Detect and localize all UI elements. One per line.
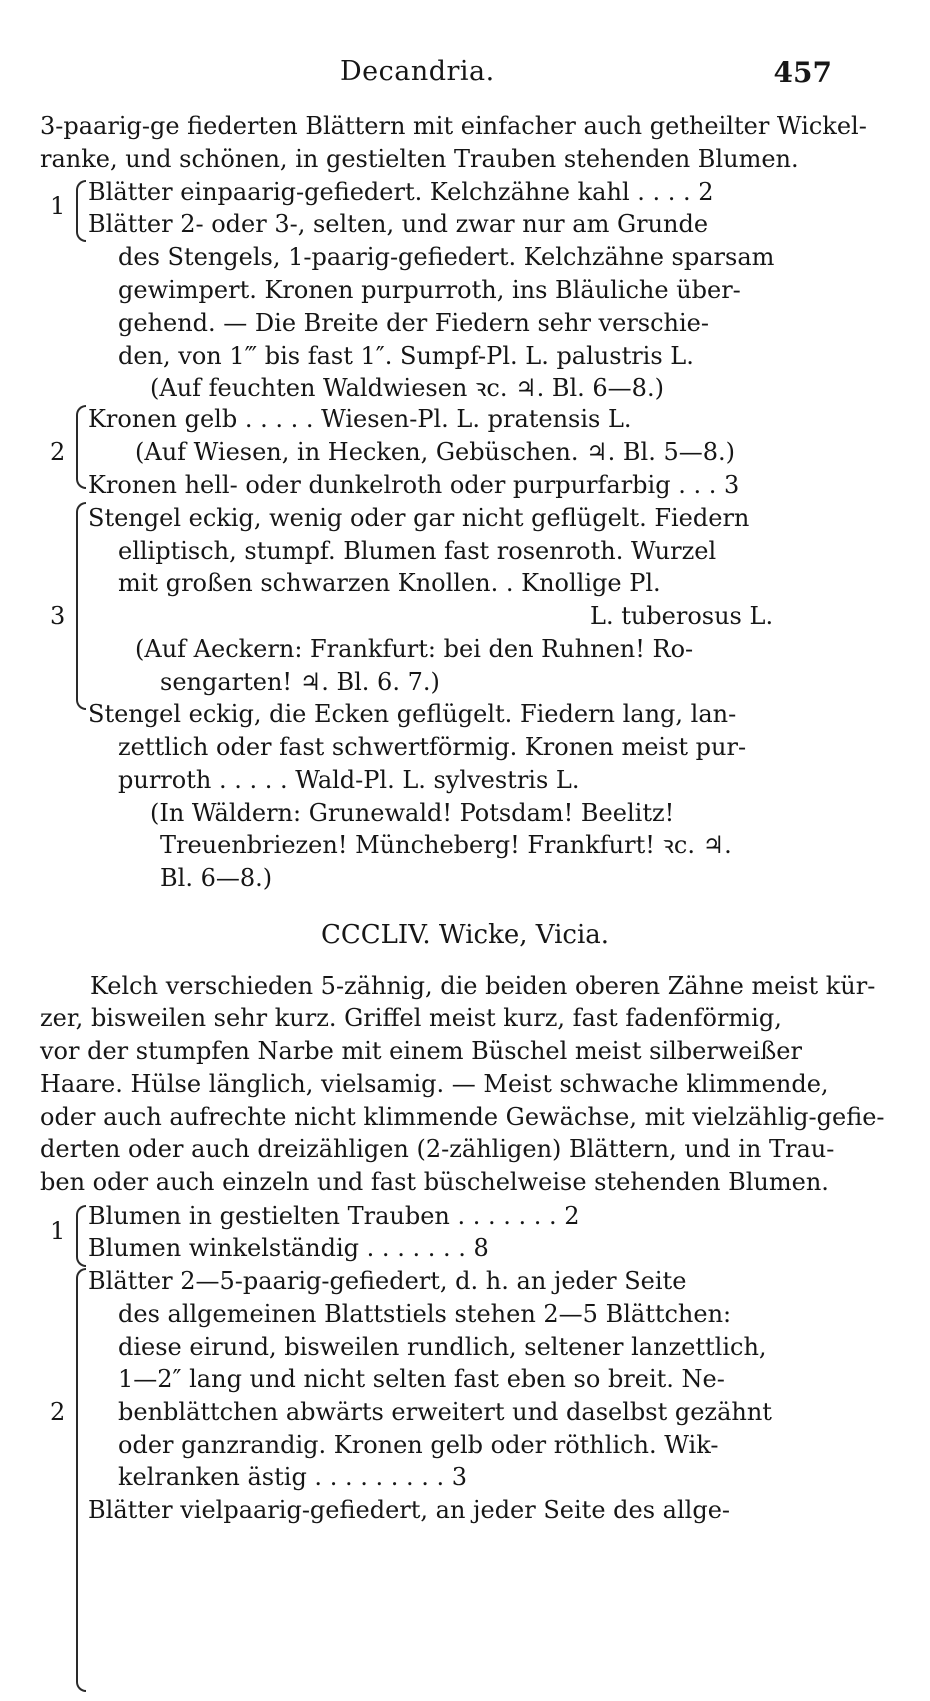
key-line: Treuenbriezen! Müncheberg! Frankfurt! ꝛc. ♃. (160, 831, 732, 859)
key-line: Blumen in gestielten Trauben . . . . . . . 2 (88, 1202, 580, 1230)
key-number: 1 (50, 1217, 66, 1245)
key-line: Stengel eckig, wenig oder gar nicht geflügelt. Fiedern (88, 504, 750, 532)
key-line: Blätter 2—5-paarig-gefiedert, d. h. an jeder Seite (88, 1267, 687, 1295)
key-brace (76, 405, 86, 489)
key-brace (76, 502, 86, 710)
text-line: ben oder auch einzeln und fast büschelweise stehenden Blumen. (40, 1168, 829, 1196)
key-line: (In Wäldern: Grunewald! Potsdam! Beelitz! (150, 799, 675, 827)
key-line: des allgemeinen Blattstiels stehen 2—5 Blättchen: (118, 1300, 732, 1328)
key-line: Kronen gelb . . . . . Wiesen-Pl. L. pratensis L. (88, 405, 632, 433)
key-line: Bl. 6—8.) (160, 864, 273, 892)
text-line: derten oder auch dreizähligen (2-zähligen) Blättern, und in Trau- (40, 1135, 835, 1163)
key-line: diese eirund, bisweilen rundlich, seltener lanzettlich, (118, 1333, 767, 1361)
key-line: zettlich oder fast schwertförmig. Kronen meist pur- (118, 733, 747, 761)
key-line: Blätter 2- oder 3-, selten, und zwar nur am Grunde (88, 210, 709, 238)
key-line: (Auf Wiesen, in Hecken, Gebüschen. ♃. Bl. 5—8.) (135, 438, 736, 466)
text-line: 3-paarig-ge fiederten Blättern mit einfacher auch getheilter Wickel- (40, 112, 867, 140)
text-line: vor der stumpfen Narbe mit einem Büschel meist silberweißer (40, 1037, 802, 1065)
key-line: den, von 1‴ bis fast 1″. Sumpf-Pl. L. palustris L. (118, 342, 694, 370)
key-number: 2 (50, 438, 66, 466)
text-line: ranke, und schönen, in gestielten Trauben stehenden Blumen. (40, 145, 799, 173)
key-line: Blätter vielpaarig-gefiedert, an jeder Seite des allge- (88, 1496, 730, 1524)
key-line: oder ganzrandig. Kronen gelb oder röthlich. Wik- (118, 1431, 719, 1459)
text-line: Haare. Hülse länglich, vielsamig. — Meist schwache klimmende, (40, 1070, 829, 1098)
key-line: (Auf Aeckern: Frankfurt: bei den Ruhnen! Ro- (135, 635, 694, 663)
running-title: Decandria. (340, 56, 495, 87)
key-line: purroth . . . . . Wald-Pl. L. sylvestris L. (118, 766, 580, 794)
key-brace (76, 1268, 86, 1692)
key-brace (76, 1205, 86, 1267)
key-line: des Stengels, 1-paarig-gefiedert. Kelchzähne sparsam (118, 243, 775, 271)
key-line: Kronen hell- oder dunkelroth oder purpurfarbig . . . 3 (88, 471, 740, 499)
key-line: 1—2″ lang und nicht selten fast eben so breit. Ne- (118, 1365, 725, 1393)
text-line: zer, bisweilen sehr kurz. Griffel meist kurz, fast fadenförmig, (40, 1004, 782, 1032)
key-line: gewimpert. Kronen purpurroth, ins Bläuliche über- (118, 276, 741, 304)
key-line: Blätter einpaarig-gefiedert. Kelchzähne kahl . . . . 2 (88, 178, 714, 206)
text-line: oder auch aufrechte nicht klimmende Gewächse, mit vielzählig-gefie- (40, 1103, 885, 1131)
text-line: Kelch verschieden 5-zähnig, die beiden oberen Zähne meist kür- (90, 972, 876, 1000)
key-number: 3 (50, 602, 66, 630)
key-line: gehend. — Die Breite der Fiedern sehr verschie- (118, 309, 709, 337)
key-number: 1 (50, 192, 66, 220)
key-number: 2 (50, 1398, 66, 1426)
page-number: 457 (773, 56, 832, 89)
key-line: elliptisch, stumpf. Blumen fast rosenroth. Wurzel (118, 537, 717, 565)
key-brace (76, 180, 86, 242)
key-line: Stengel eckig, die Ecken geflügelt. Fiedern lang, lan- (88, 700, 737, 728)
key-line: mit großen schwarzen Knollen. . Knollige Pl. (118, 569, 661, 597)
key-line: L. tuberosus L. (590, 602, 774, 630)
key-line: kelranken ästig . . . . . . . . . 3 (118, 1463, 468, 1491)
page-header (0, 56, 930, 96)
key-line: benblättchen abwärts erweitert und daselbst gezähnt (118, 1398, 772, 1426)
key-line: (Auf feuchten Waldwiesen ꝛc. ♃. Bl. 6—8.) (150, 374, 664, 402)
key-line: sengarten! ♃. Bl. 6. 7.) (160, 668, 440, 696)
key-line: Blumen winkelständig . . . . . . . 8 (88, 1234, 489, 1262)
genus-heading: CCCLIV. Wicke, Vicia. (320, 920, 610, 950)
